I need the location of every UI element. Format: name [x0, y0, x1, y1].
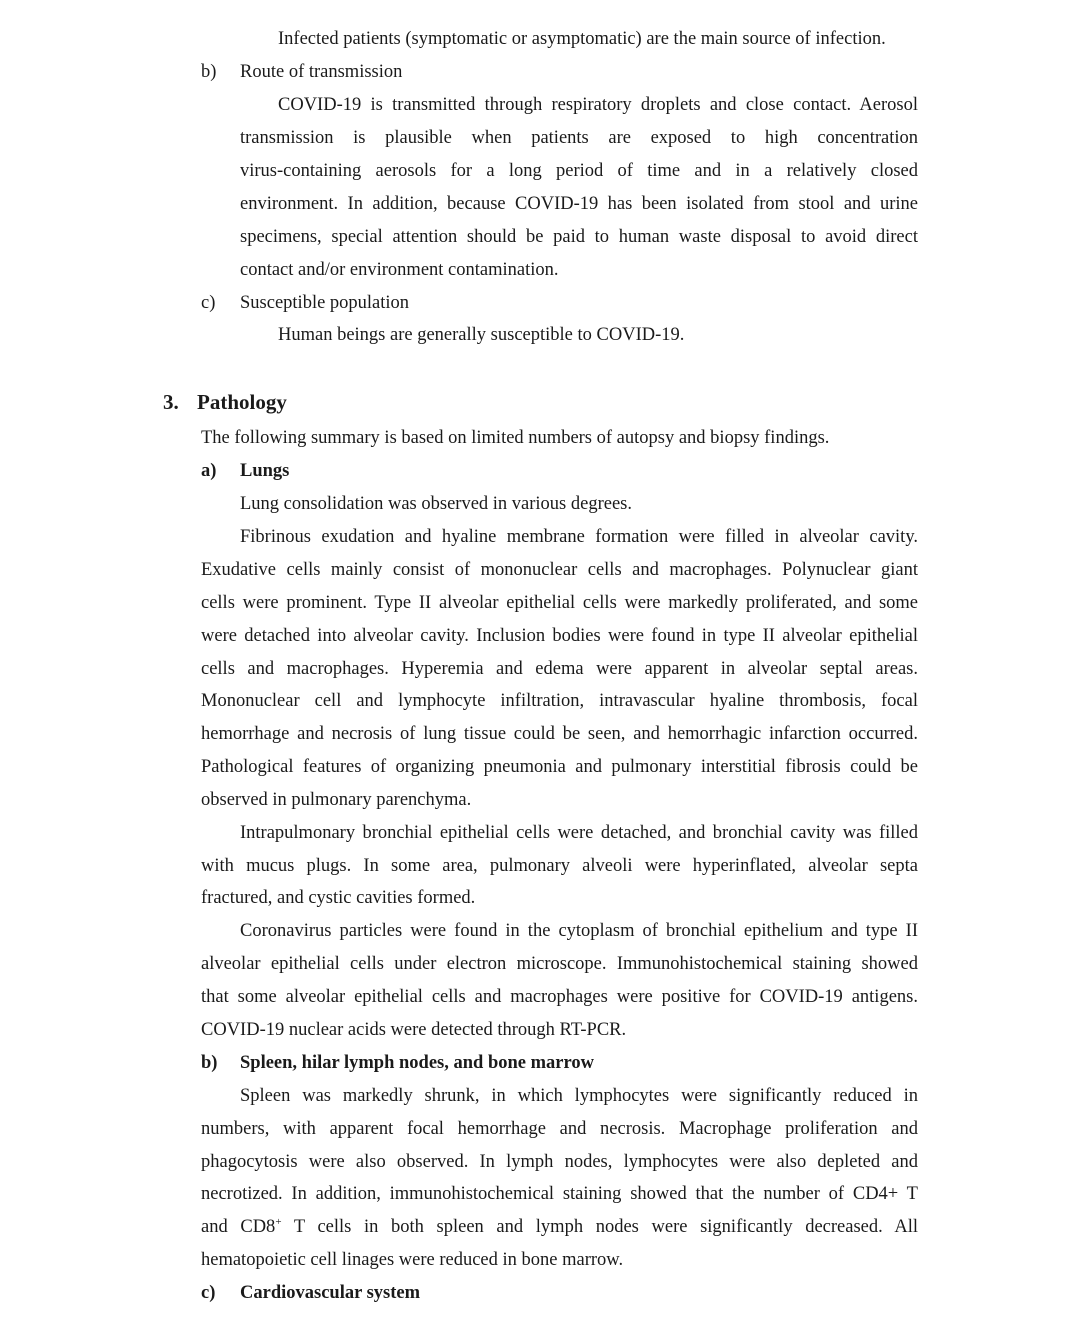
infection-source-text: Infected patients (symptomatic or asymptomatic) are the main source of infection.: [278, 29, 886, 49]
lungs-line: Intrapulmonary bronchial epithelial cells were detached, and bronchial cavity was filled: [240, 823, 918, 843]
cardio-marker: c): [201, 1283, 216, 1303]
spleen-line: Spleen was markedly shrunk, in which lymphocytes were significantly reduced in: [240, 1086, 918, 1106]
cd8-rest: T cells in both spleen and lymph nodes were significantly decreased. All: [281, 1217, 919, 1237]
route-line: COVID-19 is transmitted through respiratory droplets and close contact. Aerosol: [278, 95, 918, 115]
spleen-line: numbers, with apparent focal hemorrhage and necrosis. Macrophage proliferation and: [201, 1119, 918, 1139]
lungs-title: Lungs: [240, 461, 290, 481]
section-heading: Pathology: [197, 390, 287, 414]
cd8-superscript: +: [275, 1215, 282, 1228]
route-line: transmission is plausible when patients are exposed to high concentration: [240, 128, 918, 148]
lungs-line: Pathological features of organizing pneumonia and pulmonary interstitial fibrosis could be: [201, 757, 918, 777]
spleen-line: necrotized. In addition, immunohistochemical staining showed that the number of CD4+ T: [201, 1184, 918, 1204]
susceptible-text: Human beings are generally susceptible to COVID-19.: [278, 325, 685, 345]
spleen-title: Spleen, hilar lymph nodes, and bone marrow: [240, 1053, 594, 1073]
route-line: contact and/or environment contamination.: [240, 260, 559, 280]
lungs-line: cells were prominent. Type II alveolar epithelial cells were markedly proliferated, and some: [201, 593, 918, 613]
spleen-cd8-line: [201, 1215, 919, 1237]
route-line: virus-containing aerosols for a long period of time and in a relatively closed: [240, 161, 918, 181]
cd8-prefix: and CD8: [201, 1217, 276, 1237]
lungs-marker: a): [201, 461, 217, 481]
route-line: specimens, special attention should be paid to human waste disposal to avoid direct: [240, 227, 918, 247]
route-title: Route of transmission: [240, 62, 403, 82]
lungs-line: COVID-19 nuclear acids were detected through RT-PCR.: [201, 1020, 627, 1040]
lungs-line: with mucus plugs. In some area, pulmonary alveoli were hyperinflated, alveolar septa: [201, 856, 918, 876]
lungs-paragraph: Lung consolidation was observed in various degrees.: [240, 494, 633, 514]
susceptible-marker: c): [201, 293, 216, 313]
lungs-line: Coronavirus particles were found in the cytoplasm of bronchial epithelium and type II: [240, 921, 918, 941]
route-line: environment. In addition, because COVID-19 has been isolated from stool and urine: [240, 194, 918, 214]
lungs-line: were detached into alveolar cavity. Inclusion bodies were found in type II alveolar epithelial: [201, 626, 918, 646]
lungs-line: cells and macrophages. Hyperemia and edema were apparent in alveolar septal areas.: [201, 659, 918, 679]
lungs-line: hemorrhage and necrosis of lung tissue could be seen, and hemorrhagic infarction occurred.: [201, 724, 918, 744]
section-number: 3.: [163, 390, 179, 414]
cardio-title: Cardiovascular system: [240, 1283, 421, 1303]
lungs-line: Mononuclear cell and lymphocyte infiltration, intravascular hyaline thrombosis, focal: [201, 691, 918, 711]
lungs-line: that some alveolar epithelial cells and macrophages were positive for COVID-19 antigens.: [201, 987, 918, 1007]
lungs-line: Exudative cells mainly consist of mononuclear cells and macrophages. Polynuclear giant: [201, 560, 918, 580]
lungs-line: alveolar epithelial cells under electron microscope. Immunohistochemical staining showed: [201, 954, 918, 974]
spleen-line: hematopoietic cell linages were reduced in bone marrow.: [201, 1250, 624, 1270]
lungs-line: Fibrinous exudation and hyaline membrane formation were filled in alveolar cavity.: [240, 527, 918, 547]
lungs-line: fractured, and cystic cavities formed.: [201, 888, 476, 908]
pathology-intro: The following summary is based on limited numbers of autopsy and biopsy findings.: [201, 428, 830, 448]
lungs-line: observed in pulmonary parenchyma.: [201, 790, 472, 810]
route-marker: b): [201, 62, 217, 82]
spleen-marker: b): [201, 1053, 218, 1073]
susceptible-title: Susceptible population: [240, 293, 410, 313]
spleen-line: phagocytosis were also observed. In lymph nodes, lymphocytes were also depleted and: [201, 1152, 918, 1172]
